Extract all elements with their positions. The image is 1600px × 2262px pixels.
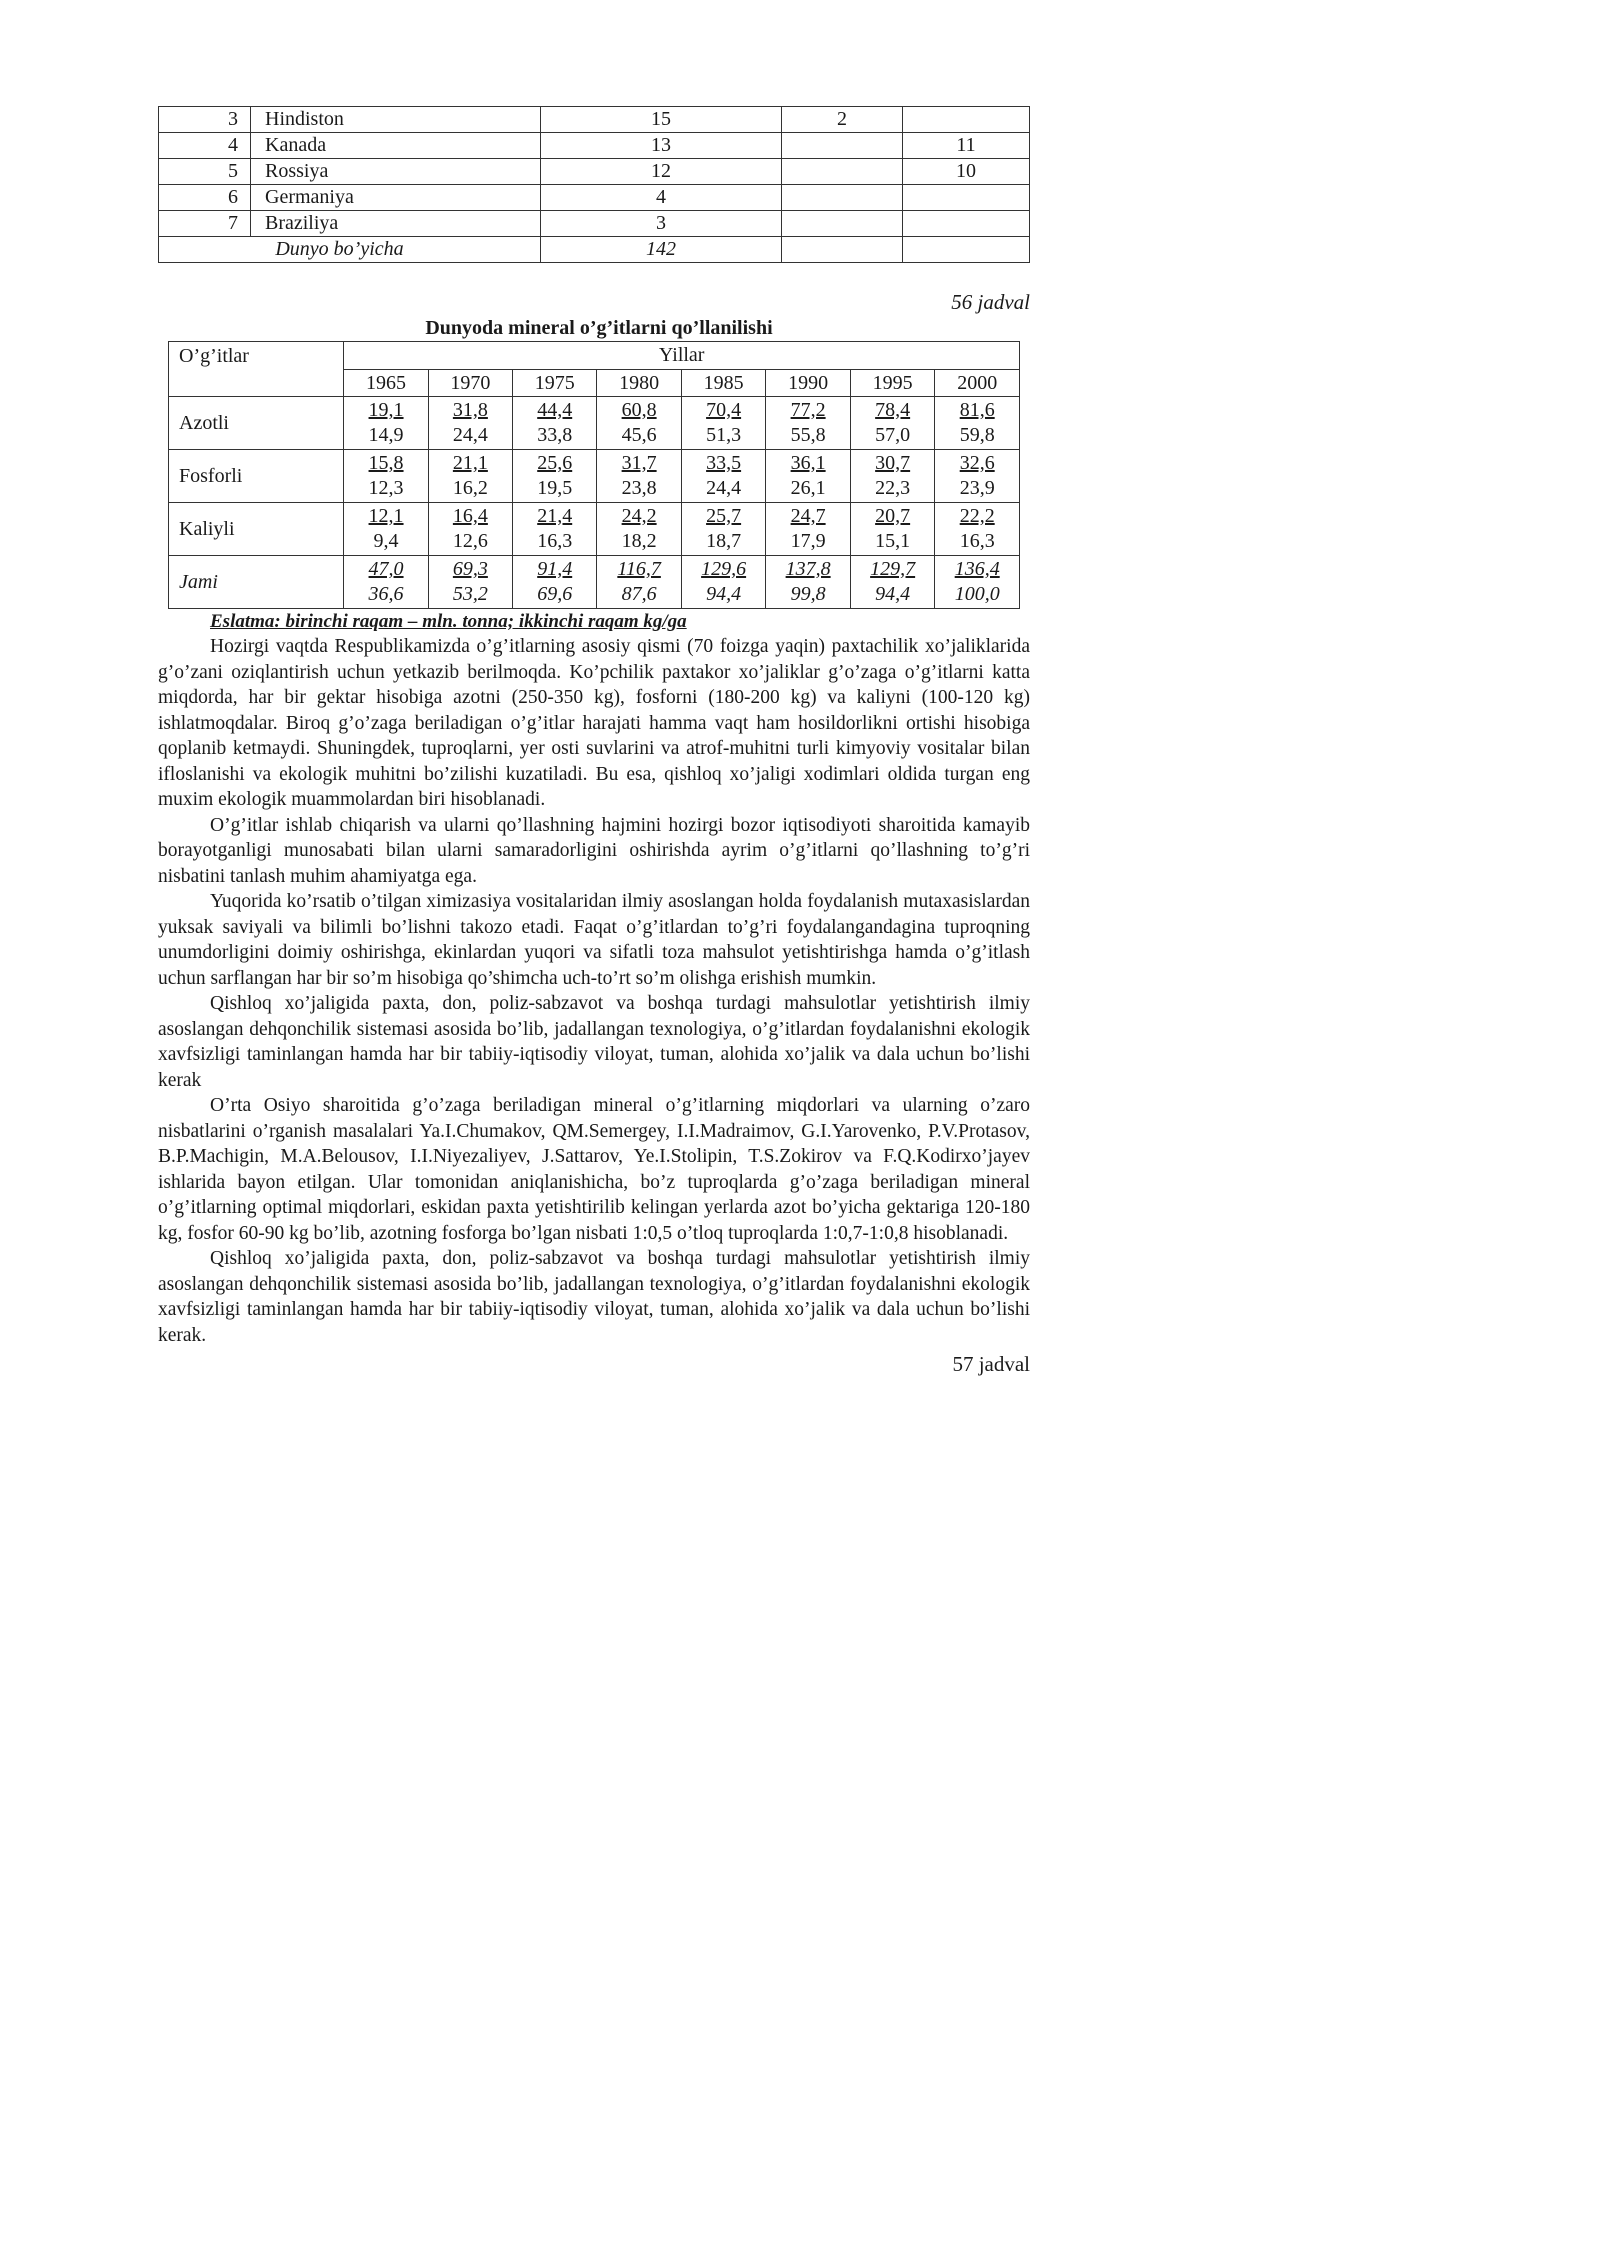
total-value: 142 xyxy=(541,237,782,263)
value-kg-ga: 22,3 xyxy=(875,477,911,499)
country-value: 3 xyxy=(541,211,782,237)
data-cell xyxy=(766,556,851,609)
table-number-label: 56 jadval xyxy=(951,290,1030,314)
country-table xyxy=(158,106,1030,263)
paragraph: Qishloq xo’jaligida paxta, don, poliz-sabzavot va boshqa turdagi mahsulotlar yetishtirish ilmiy asoslangan dehqonchilik sistemasi asosida bo’lib, jadallangan texnologiya, o’g’itlardan foydalanishni ekologik xavfsizligi taminlangan hamda har bir tabiiy-iqtisodiy viloyat, tuman, alohida xo’jalik va dala uchun bo’lishi kerak xyxy=(158,993,1030,1091)
data-cell xyxy=(681,503,766,556)
col-b-value xyxy=(903,107,1030,133)
total-row xyxy=(169,556,1020,609)
value-mln-tonna: 33,5 xyxy=(706,452,742,474)
value-mln-tonna: 44,4 xyxy=(537,399,573,421)
data-cell xyxy=(850,397,935,450)
value-mln-tonna: 129,6 xyxy=(701,558,747,580)
paragraph: O’g’itlar ishlab chiqarish va ularni qo’llashning hajmini hozirgi bozor iqtisodiyoti sharoitida kamayib borayotganligi munosabati bilan ularni samaradorligini oshirishda ayrim o’g’itlarni qo’llashning to’g’ri nisbatini tanlash muhim ahamiyatga ega. xyxy=(158,814,1030,887)
data-cell xyxy=(344,556,428,609)
data-cell xyxy=(935,556,1020,609)
data-cell xyxy=(513,450,597,503)
value-mln-tonna: 136,4 xyxy=(954,558,1000,580)
value-kg-ga: 51,3 xyxy=(706,424,742,446)
empty-cell xyxy=(903,237,1030,263)
data-cell xyxy=(935,503,1020,556)
row-number: 3 xyxy=(159,107,251,133)
value-kg-ga: 14,9 xyxy=(368,424,404,446)
fertilizer-table xyxy=(168,341,1020,609)
years-header: Yillar xyxy=(344,342,1020,370)
value-mln-tonna: 32,6 xyxy=(959,452,995,474)
country-value: 4 xyxy=(541,185,782,211)
value-kg-ga: 26,1 xyxy=(790,477,826,499)
col-a-value xyxy=(782,133,903,159)
value-kg-ga: 18,2 xyxy=(621,530,657,552)
data-cell xyxy=(681,450,766,503)
value-kg-ga: 17,9 xyxy=(790,530,826,552)
total-label: Dunyo bo’yicha xyxy=(159,237,541,263)
table-row xyxy=(169,397,1020,450)
country-name: Germaniya xyxy=(251,185,541,211)
value-kg-ga: 12,6 xyxy=(452,530,488,552)
table-row xyxy=(169,503,1020,556)
value-kg-ga: 19,5 xyxy=(537,477,573,499)
table-row xyxy=(169,450,1020,503)
value-mln-tonna: 24,2 xyxy=(621,505,657,527)
country-name: Rossiya xyxy=(251,159,541,185)
table-title: Dunyoda mineral o’g’itlarni qo’llanilishi xyxy=(425,317,773,339)
value-kg-ga: 18,7 xyxy=(706,530,742,552)
value-kg-ga: 23,9 xyxy=(959,477,995,499)
value-mln-tonna: 91,4 xyxy=(537,558,573,580)
value-kg-ga: 57,0 xyxy=(875,424,911,446)
data-cell xyxy=(428,556,512,609)
row-number: 7 xyxy=(159,211,251,237)
value-mln-tonna: 137,8 xyxy=(785,558,831,580)
data-cell xyxy=(935,450,1020,503)
value-mln-tonna: 78,4 xyxy=(875,399,911,421)
empty-cell xyxy=(782,237,903,263)
value-kg-ga: 24,4 xyxy=(452,424,488,446)
data-cell xyxy=(597,503,681,556)
value-mln-tonna: 47,0 xyxy=(368,558,404,580)
year-cell: 1985 xyxy=(681,370,766,397)
data-cell xyxy=(766,397,851,450)
year-cell: 1980 xyxy=(597,370,681,397)
total-row xyxy=(159,237,1030,263)
value-kg-ga: 45,6 xyxy=(621,424,657,446)
paragraph: Qishloq xo’jaligida paxta, don, poliz-sabzavot va boshqa turdagi mahsulotlar yetishtirish ilmiy asoslangan dehqonchilik sistemasi asosida bo’lib, jadallangan texnologiya, o’g’itlardan foydalanishni ekologik xavfsizligi taminlangan hamda har bir tabiiy-iqtisodiy viloyat, tuman, alohida xo’jalik va dala uchun bo’lishi kerak. xyxy=(158,1248,1030,1346)
data-cell xyxy=(513,503,597,556)
table-row xyxy=(159,133,1030,159)
data-cell xyxy=(597,397,681,450)
col-a-value xyxy=(782,159,903,185)
col-b-value: 10 xyxy=(903,159,1030,185)
data-cell xyxy=(344,450,428,503)
paragraph: O’rta Osiyo sharoitida g’o’zaga beriladigan mineral o’g’itlarning miqdorlari va ularning o’zaro nisbatlarini o’rganish masalalari Ya.I.Chumakov, QM.Semergey, I.I.Madraimov, G.I.Yarovenko, P.V.Protasov, B.P.Machigin, M.A.Belousov, I.I.Niyezaliyev, J.Sattarov, Ye.I.Stolipin, T.S.Zokirov va F.Q.Kodirxo’jayev ishlarida bayon etilgan. Ular tomonidan aniqlanishicha, bo’z tuproqlarda g’o’zaga beriladigan mineral o’g’itlarning optimal miqdorlari, eskidan paxta yetishtirilib kelingan yerlarda azot bo’yicha gektariga 120-180 kg, fosfor 60-90 kg bo’lib, azotning fosforga bo’lgan nisbati 1:0,5 o’tloq tuproqlarda 1:0,7-1:0,8 hisoblanadi. xyxy=(158,1095,1030,1244)
data-cell xyxy=(766,503,851,556)
data-cell xyxy=(428,397,512,450)
value-kg-ga: 94,4 xyxy=(706,583,742,605)
country-value: 13 xyxy=(541,133,782,159)
year-cell: 1995 xyxy=(850,370,935,397)
data-cell xyxy=(344,503,428,556)
table-row xyxy=(159,185,1030,211)
year-cell: 2000 xyxy=(935,370,1020,397)
value-mln-tonna: 16,4 xyxy=(452,505,488,527)
row-number: 6 xyxy=(159,185,251,211)
col-a-value: 2 xyxy=(782,107,903,133)
paragraph: Yuqorida ko’rsatib o’tilgan ximizasiya vositalaridan ilmiy asoslangan holda foydalanish mutaxasislardan yuksak saviyali va bilimli bo’lishni takozo etadi. Faqat o’g’itlardan to’g’ri foydalangandagina tuproqning unumdorligini doimiy oshirishga, ekinlardan yuqori va sifatli toza mahsulot yetishtirishga hamda o’g’itlash uchun sarflangan har bir so’m hisobiga qo’shimcha uch-to’rt so’m olishga erishish mumkin. xyxy=(158,891,1030,989)
data-cell xyxy=(428,450,512,503)
data-cell xyxy=(597,556,681,609)
value-kg-ga: 36,6 xyxy=(368,583,404,605)
table-row xyxy=(159,211,1030,237)
value-kg-ga: 99,8 xyxy=(790,583,826,605)
value-mln-tonna: 25,7 xyxy=(706,505,742,527)
year-cell: 1970 xyxy=(428,370,512,397)
value-mln-tonna: 19,1 xyxy=(368,399,404,421)
value-kg-ga: 15,1 xyxy=(875,530,911,552)
col-b-value xyxy=(903,185,1030,211)
fertilizer-name: Azotli xyxy=(169,397,344,450)
table-note: Eslatma: birinchi raqam – mln. tonna; ikkinchi raqam kg/ga xyxy=(210,611,687,632)
value-kg-ga: 24,4 xyxy=(706,477,742,499)
value-mln-tonna: 21,4 xyxy=(537,505,573,527)
value-kg-ga: 55,8 xyxy=(790,424,826,446)
country-value: 12 xyxy=(541,159,782,185)
value-mln-tonna: 129,7 xyxy=(870,558,916,580)
value-mln-tonna: 15,8 xyxy=(368,452,404,474)
data-cell xyxy=(681,556,766,609)
value-kg-ga: 53,2 xyxy=(452,583,488,605)
document-page xyxy=(158,106,1030,1378)
value-kg-ga: 23,8 xyxy=(621,477,657,499)
value-kg-ga: 16,3 xyxy=(537,530,573,552)
paragraph: Hozirgi vaqtda Respublikamizda o’g’itlarning asosiy qismi (70 foizga yaqin) paxtachilik xo’jaliklarida g’o’zani oziqlantirish uchun yetkazib berilmoqda. Ko’pchilik paxtakor xo’jaliklar g’o’zaga o’g’itlarni katta miqdorda, har bir gektar hisobiga azotni (250-350 kg), fosforni (180-200 kg) va kaliyni (100-120 kg) ishlatmoqdalar. Biroq g’o’zaga beriladigan o’g’itlar harajati hamma vaqt ham hosildorlikni ortishi hisobiga qoplanib ketmaydi. Shuningdek, tuproqlarni, yer osti suvlarini va atrof-muhitni turli kimyoviy vositalar bilan ifloslanishi va ekologik muhitni bo’zilishi kuzatiladi. Bu esa, qishloq xo’jaligi xodimlari oldida turgan eng muxim ekologik muammolardan biri hisoblanadi. xyxy=(158,636,1030,810)
data-cell xyxy=(344,397,428,450)
data-cell xyxy=(513,397,597,450)
data-cell xyxy=(428,503,512,556)
value-kg-ga: 9,4 xyxy=(373,530,399,552)
value-mln-tonna: 60,8 xyxy=(621,399,657,421)
value-kg-ga: 12,3 xyxy=(368,477,404,499)
value-mln-tonna: 24,7 xyxy=(790,505,826,527)
value-mln-tonna: 25,6 xyxy=(537,452,573,474)
value-kg-ga: 69,6 xyxy=(537,583,573,605)
value-mln-tonna: 20,7 xyxy=(875,505,911,527)
fertilizer-name: Fosforli xyxy=(169,450,344,503)
data-cell xyxy=(513,556,597,609)
year-cell: 1965 xyxy=(344,370,428,397)
value-mln-tonna: 31,8 xyxy=(452,399,488,421)
value-mln-tonna: 77,2 xyxy=(790,399,826,421)
table-row xyxy=(159,159,1030,185)
fertilizer-name: Jami xyxy=(169,556,344,609)
value-mln-tonna: 69,3 xyxy=(452,558,488,580)
year-cell: 1975 xyxy=(513,370,597,397)
data-cell xyxy=(681,397,766,450)
value-kg-ga: 87,6 xyxy=(621,583,657,605)
table-row xyxy=(159,107,1030,133)
row-number: 4 xyxy=(159,133,251,159)
table-number-label: 57 jadval xyxy=(952,1352,1030,1376)
value-mln-tonna: 81,6 xyxy=(959,399,995,421)
country-name: Braziliya xyxy=(251,211,541,237)
value-mln-tonna: 21,1 xyxy=(452,452,488,474)
year-cell: 1990 xyxy=(766,370,851,397)
value-kg-ga: 59,8 xyxy=(959,424,995,446)
value-kg-ga: 94,4 xyxy=(875,583,911,605)
country-name: Kanada xyxy=(251,133,541,159)
value-mln-tonna: 70,4 xyxy=(706,399,742,421)
data-cell xyxy=(935,397,1020,450)
col-b-value: 11 xyxy=(903,133,1030,159)
value-kg-ga: 16,2 xyxy=(452,477,488,499)
value-mln-tonna: 12,1 xyxy=(368,505,404,527)
value-kg-ga: 33,8 xyxy=(537,424,573,446)
col-b-value xyxy=(903,211,1030,237)
data-cell xyxy=(850,556,935,609)
value-mln-tonna: 31,7 xyxy=(621,452,657,474)
country-name: Hindiston xyxy=(251,107,541,133)
value-mln-tonna: 30,7 xyxy=(875,452,911,474)
col-a-value xyxy=(782,185,903,211)
data-cell xyxy=(597,450,681,503)
country-value: 15 xyxy=(541,107,782,133)
data-cell xyxy=(850,450,935,503)
col-a-value xyxy=(782,211,903,237)
row-number: 5 xyxy=(159,159,251,185)
value-kg-ga: 16,3 xyxy=(959,530,995,552)
data-cell xyxy=(850,503,935,556)
fertilizer-name: Kaliyli xyxy=(169,503,344,556)
value-kg-ga: 100,0 xyxy=(954,583,1000,605)
value-mln-tonna: 116,7 xyxy=(617,558,661,580)
col-header-fertilizers: O’g’itlar xyxy=(169,342,344,397)
value-mln-tonna: 22,2 xyxy=(959,505,995,527)
value-mln-tonna: 36,1 xyxy=(790,452,826,474)
data-cell xyxy=(766,450,851,503)
